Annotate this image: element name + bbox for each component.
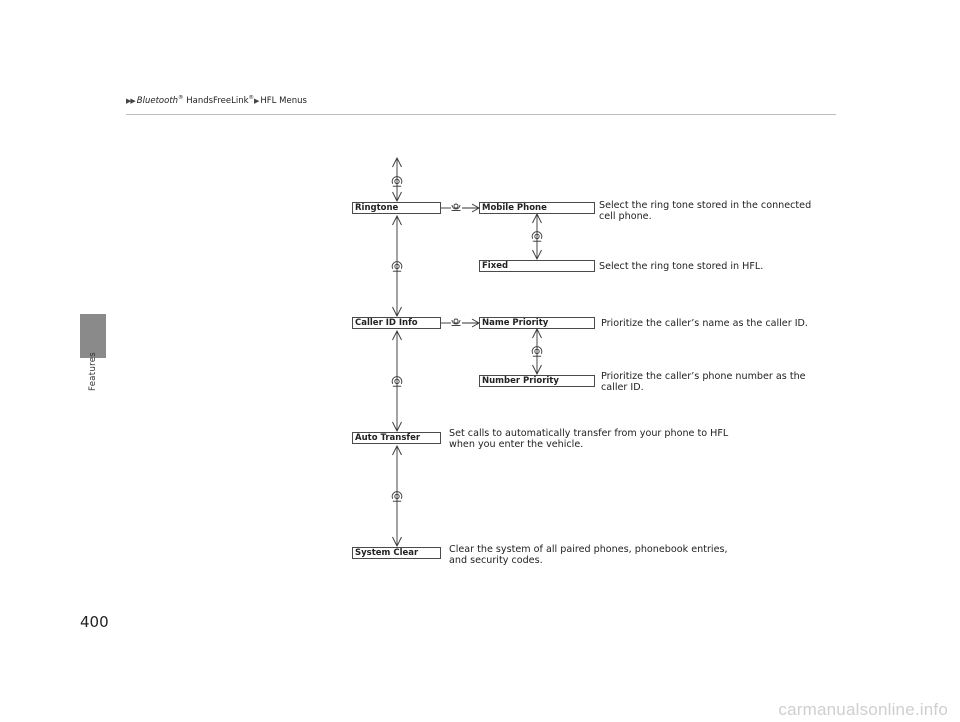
option-mobile-phone: Mobile Phone (479, 202, 595, 214)
breadcrumb: ▶▶ Bluetooth® HandsFreeLink®▶ HFL Menus (126, 95, 307, 106)
option-number-priority: Number Priority (479, 375, 595, 387)
menu-item-caller-id-info: Caller ID Info (352, 317, 441, 329)
breadcrumb-brand: Bluetooth (136, 95, 179, 106)
press-knob-icon (452, 204, 461, 211)
page-number: 400 (80, 613, 109, 631)
section-label: Features (88, 352, 98, 391)
press-knob-icon (452, 319, 461, 326)
description-system-clear: Clear the system of all paired phones, phonebook entries, and security codes. (449, 544, 728, 566)
description-number-priority: Prioritize the caller’s phone number as the caller ID. (601, 371, 806, 393)
watermark: carmanualsonline.info (778, 700, 948, 719)
breadcrumb-section: HFL Menus (260, 95, 307, 106)
menu-item-ringtone: Ringtone (352, 202, 441, 214)
description-name-priority: Prioritize the caller’s name as the caller ID. (601, 318, 808, 329)
breadcrumb-arrow-icon: ▶ (254, 96, 259, 105)
option-name-priority: Name Priority (479, 317, 595, 329)
description-fixed: Select the ring tone stored in HFL. (599, 261, 764, 272)
breadcrumb-arrow-icon: ▶▶ (126, 96, 135, 105)
menu-item-auto-transfer: Auto Transfer (352, 432, 441, 444)
option-fixed: Fixed (479, 260, 595, 272)
description-mobile-phone: Select the ring tone stored in the connected cell phone. (599, 200, 812, 222)
description-auto-transfer: Set calls to automatically transfer from your phone to HFL when you enter the vehicle. (449, 428, 729, 450)
menu-item-system-clear: System Clear (352, 547, 441, 559)
